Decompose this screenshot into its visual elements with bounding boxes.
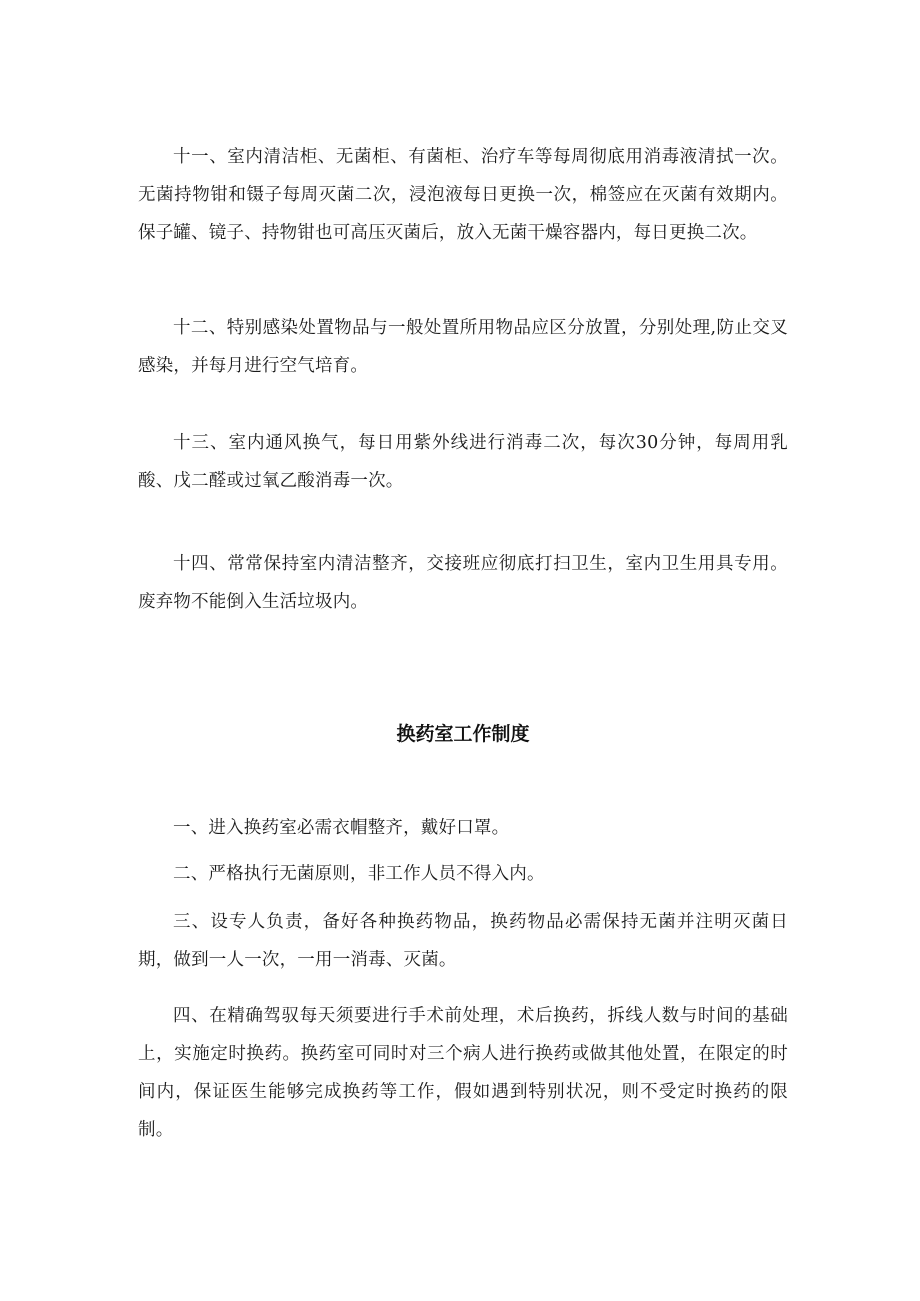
paragraph-item-14: 十四、常常保持室内清洁整齐，交接班应彻底打扫卫生，室内卫生用具专用。废弃物不能倒入生活垃圾内。 xyxy=(138,554,788,612)
rule-item-2: 二、严格执行无菌原则，非工作人员不得入内。 xyxy=(173,864,545,884)
paragraph-item-12: 十二、特别感染处置物品与一般处置所用物品应区分放置，分别处理,防止交叉感染，并每月进行空气培育。 xyxy=(138,318,788,376)
paragraph-item-13: 十三、室内通风换气，每日用紫外线进行消毒二次，每次30分钟，每周用乳酸、戊二醛或过氧乙酸消毒一次。 xyxy=(138,433,788,491)
rule-item-4: 四、在精确驾驭每天须要进行手术前处理，术后换药，拆线人数与时间的基础上，实施定时换药。换药室可同时对三个病人进行换药或做其他处置，在限定的时间内，保证医生能够完成换药等工作，假如遇到特别状况，则不受定时换药的限制。 xyxy=(138,1006,788,1140)
rule-item-3: 三、设专人负责，备好各种换药物品，换药物品必需保持无菌并注明灭菌日期，做到一人一次，一用一消毒、灭菌。 xyxy=(138,912,788,970)
rule-item-1: 一、进入换药室必需衣帽整齐，戴好口罩。 xyxy=(173,818,510,838)
paragraph-item-11: 十一、室内清洁柜、无菌柜、有菌柜、治疗车等每周彻底用消毒液清拭一次。无菌持物钳和镊子每周灭菌二次，浸泡液每日更换一次，棉签应在灭菌有效期内。保子罐、镜子、持物钳也可高压灭菌后，放入无菌干燥容器内，每日更换二次。 xyxy=(138,147,788,243)
section-title: 换药室工作制度 xyxy=(396,723,530,745)
